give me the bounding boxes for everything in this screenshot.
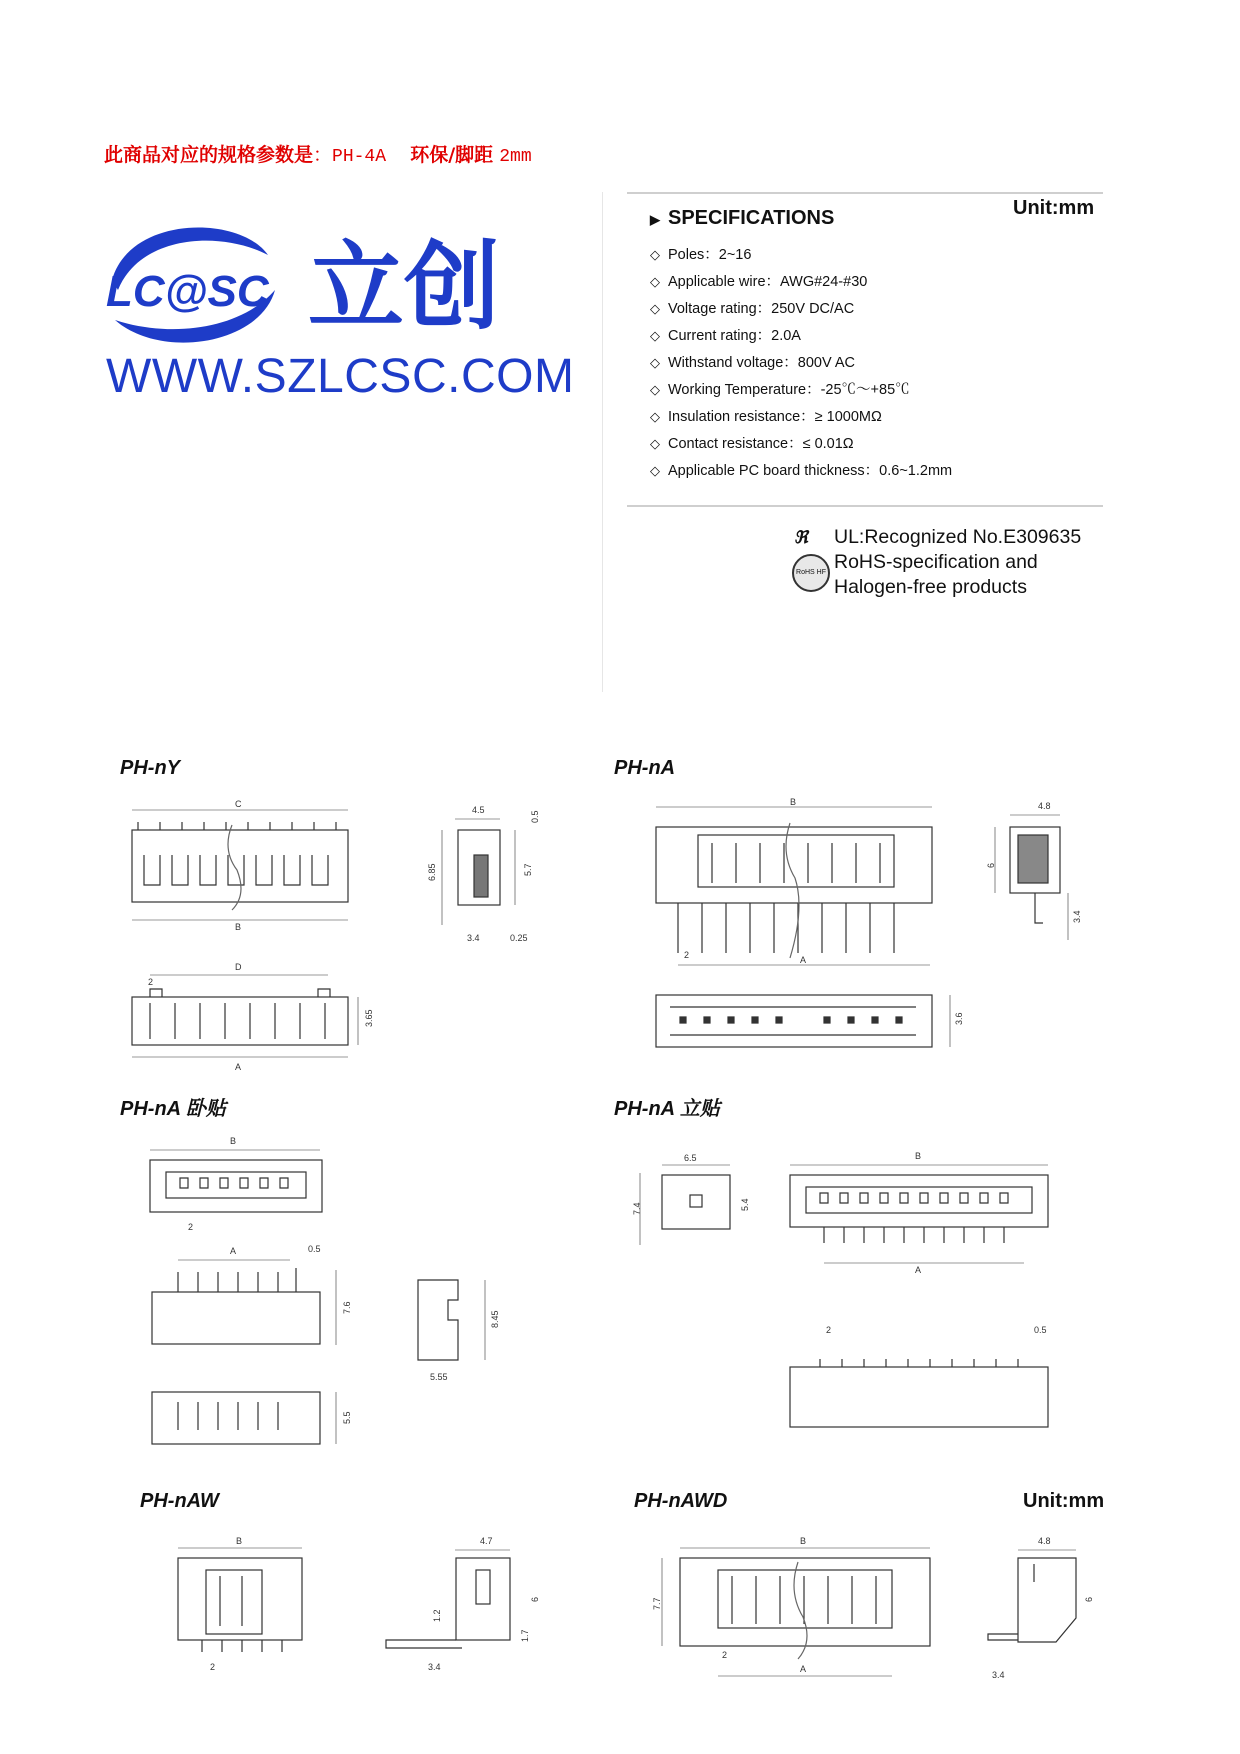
spec-panel-divider (602, 192, 603, 692)
svg-text:5.55: 5.55 (430, 1372, 448, 1382)
svg-text:A: A (235, 1062, 242, 1072)
svg-text:5.5: 5.5 (342, 1411, 352, 1424)
ul-text: UL:Recognized No.E309635 (834, 526, 1082, 548)
svg-text:3.4: 3.4 (1072, 910, 1082, 923)
svg-text:2: 2 (148, 977, 154, 987)
svg-text:6.5: 6.5 (684, 1153, 697, 1163)
header-colon: ： (313, 144, 333, 166)
spec-item: ◇ Voltage rating：250V DC/AC (650, 301, 855, 317)
section-title-ph-ny: PH-nY (120, 757, 180, 779)
diamond-icon: ◇ (650, 409, 660, 424)
certifications (834, 525, 1081, 600)
svg-text:0.5: 0.5 (1034, 1325, 1047, 1335)
svg-text:D: D (235, 962, 242, 972)
spec-item: ◇ Insulation resistance：≥ 1000MΩ (650, 409, 882, 425)
svg-text:4.8: 4.8 (1038, 1536, 1051, 1546)
svg-text:0.25: 0.25 (510, 933, 528, 943)
svg-text:4.7: 4.7 (480, 1536, 493, 1546)
spec-item: ◇ Applicable PC board thickness：0.6~1.2mm (650, 463, 953, 479)
svg-text:6: 6 (530, 1596, 540, 1602)
drawing-ph-ny (110, 795, 580, 1075)
svg-text:1.2: 1.2 (432, 1609, 442, 1622)
diamond-icon: ◇ (650, 355, 660, 370)
spec-top-rule (627, 192, 1103, 194)
svg-text:4.5: 4.5 (472, 805, 485, 815)
logo-chinese: 立创 (308, 231, 500, 343)
svg-text:3.6: 3.6 (954, 1012, 964, 1025)
svg-text:2: 2 (684, 950, 690, 960)
section-title-ph-na: PH-nA (614, 757, 676, 779)
diamond-icon: ◇ (650, 382, 660, 397)
diamond-icon: ◇ (650, 247, 660, 262)
svg-text:A: A (800, 1664, 807, 1674)
svg-text:A: A (915, 1265, 922, 1275)
diamond-icon: ◇ (650, 274, 660, 289)
svg-text:2: 2 (826, 1325, 832, 1335)
svg-text:1.7: 1.7 (520, 1629, 530, 1642)
rohs-text-2: Halogen-free products (834, 576, 1027, 598)
svg-text:5.7: 5.7 (523, 863, 533, 876)
drawing-ph-na (640, 795, 1110, 1075)
diamond-icon: ◇ (650, 301, 660, 316)
svg-text:A: A (800, 955, 807, 965)
svg-text:7.6: 7.6 (342, 1301, 352, 1314)
triangle-icon: ▶ (650, 212, 660, 227)
section-title-ph-naw: PH-nAW (140, 1490, 219, 1512)
spec-item: ◇ Withstand voltage：800V AC (650, 355, 855, 371)
diamond-icon: ◇ (650, 436, 660, 451)
svg-text:3.4: 3.4 (992, 1670, 1005, 1680)
svg-text:3.4: 3.4 (428, 1662, 441, 1672)
svg-text:B: B (800, 1536, 807, 1546)
ul-mark-icon: ℜ (794, 528, 808, 547)
rohs-badge-icon: RoHS HF (792, 554, 830, 592)
svg-text:B: B (230, 1136, 237, 1146)
svg-text:A: A (230, 1246, 237, 1256)
spec-item: ◇ Current rating：2.0A (650, 328, 801, 344)
svg-text:3.4: 3.4 (467, 933, 480, 943)
spec-bottom-rule (627, 505, 1103, 507)
svg-text:C: C (235, 799, 242, 809)
svg-text:3.65: 3.65 (364, 1009, 374, 1027)
header-attr: 环保/脚距 (410, 144, 494, 166)
section-title-ph-na-wotie: PH-nA 卧贴 (120, 1098, 226, 1120)
svg-text:B: B (790, 797, 797, 807)
header-prefix: 此商品对应的规格参数是 (104, 144, 314, 166)
product-spec-header (104, 140, 532, 167)
svg-text:B: B (236, 1536, 243, 1546)
spec-item: ◇ Working Temperature：-25℃～+85℃ (650, 382, 910, 398)
section-title-ph-na-litie: PH-nA 立贴 (614, 1098, 720, 1120)
svg-text:2: 2 (188, 1222, 194, 1232)
svg-text:6: 6 (1084, 1596, 1094, 1602)
drawing-ph-na-litie (620, 1145, 1080, 1435)
svg-text:B: B (235, 922, 242, 932)
svg-text:7.4: 7.4 (632, 1202, 642, 1215)
rohs-text-1: RoHS-specification and (834, 551, 1038, 573)
lcsc-logo (100, 220, 600, 410)
spec-list (650, 241, 952, 484)
logo-url: WWW.SZLCSC.COM (106, 350, 574, 403)
diamond-icon: ◇ (650, 463, 660, 478)
svg-text:4.8: 4.8 (1038, 801, 1051, 811)
svg-text:0.5: 0.5 (530, 810, 540, 823)
svg-text:8.45: 8.45 (490, 1310, 500, 1328)
section-title-ph-nawd: PH-nAWD (634, 1490, 728, 1512)
spec-item: ◇ Contact resistance：≤ 0.01Ω (650, 436, 854, 452)
spec-unit: Unit:mm (1013, 197, 1095, 219)
spec-title: ▶ SPECIFICATIONS (650, 207, 835, 229)
drawing-ph-na-wotie (140, 1130, 540, 1470)
svg-text:B: B (915, 1151, 922, 1161)
header-pitch: 2mm (499, 147, 532, 167)
header-model: PH-4A (332, 147, 387, 167)
logo-brand: LC@SC (106, 267, 269, 316)
svg-text:6.85: 6.85 (427, 863, 437, 881)
drawing-ph-naw (170, 1530, 570, 1680)
svg-text:2: 2 (210, 1662, 216, 1672)
svg-text:5.4: 5.4 (740, 1198, 750, 1211)
svg-text:7.7: 7.7 (652, 1597, 662, 1610)
bottom-unit: Unit:mm (1023, 1490, 1105, 1512)
svg-text:0.5: 0.5 (308, 1244, 321, 1254)
spec-item: ◇ Poles：2~16 (650, 247, 752, 263)
spec-item: ◇ Applicable wire：AWG#24-#30 (650, 274, 868, 290)
svg-text:6: 6 (986, 862, 996, 868)
drawing-ph-nawd (648, 1530, 1108, 1690)
svg-text:2: 2 (722, 1650, 728, 1660)
diamond-icon: ◇ (650, 328, 660, 343)
